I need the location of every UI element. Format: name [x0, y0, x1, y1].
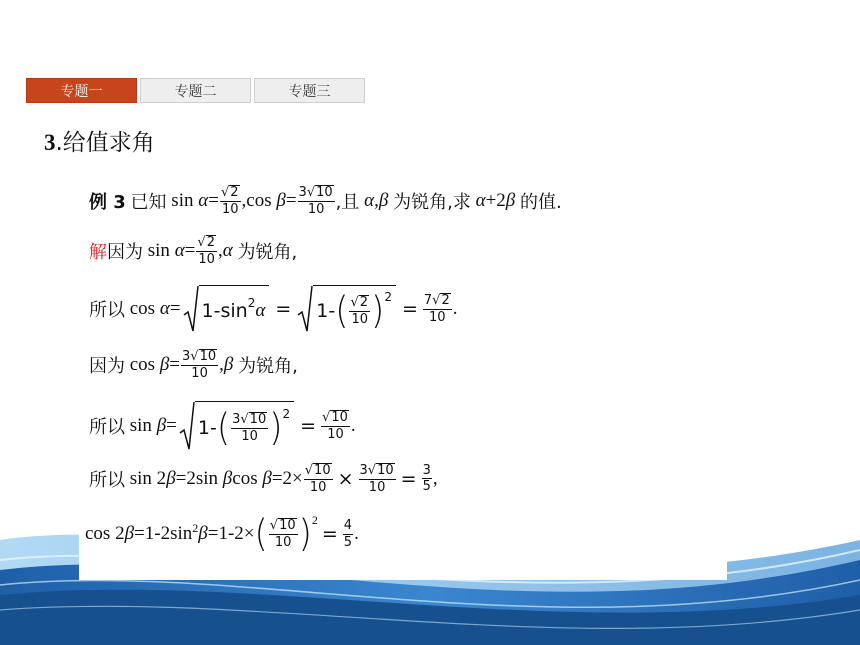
acute-text: 为锐角,求: [393, 191, 471, 213]
tab-topic-3[interactable]: 专题三: [254, 78, 365, 103]
topic-tabs: [26, 78, 365, 103]
example-panel: [79, 177, 727, 580]
solution-line-2: 所以 cos α = 1-sin 2 α = 1- ( √ 2 10 ) 2 = 7√ 2 10 .: [89, 285, 457, 333]
section-title-text: .给值求角: [55, 130, 155, 156]
is-acute-text: 为锐角,: [237, 241, 298, 263]
section-title: [44, 124, 155, 157]
solution-line-4: 所以 sin β = 1- ( 3√ 10 10 ) 2 = √ 10 10 .: [89, 401, 356, 451]
solution-line-1: 解 因为 sin α = √ 2 10 , α 为锐角,: [89, 235, 298, 267]
so-text-2: 所以: [89, 417, 125, 438]
solution-line-6: cos 2 β =1-2sin 2 β =1-2× ( √ 10 10 ) 2 = $\frac{4}{5}$ .: [85, 512, 359, 556]
solution-line-5: 所以 sin 2 β =2sin β cos β =2× √ 10 10 × 3√ 10 10 = $\frac{3}{5}$ ,: [89, 462, 438, 495]
value-text: 的值.: [520, 191, 562, 213]
solution-label: 解: [89, 241, 107, 263]
is-acute-text-2: 为锐角,: [238, 355, 298, 377]
tab-topic-2[interactable]: 专题二: [140, 78, 251, 103]
example-statement: 例 3 已知 sin α = √ 2 10 ,cos β = 3√ 10 10 ,且 α , β 为锐角,求 α +2 β 的值.: [89, 185, 562, 217]
and-text: ,且: [335, 191, 360, 213]
so-text: 所以: [89, 300, 125, 321]
section-number: 3: [44, 130, 56, 155]
solution-line-3: 因为 cos β = 3√ 10 10 , β 为锐角,: [89, 349, 298, 381]
known-text: 已知: [130, 191, 167, 213]
example-label: 例 3: [89, 191, 126, 213]
because-text-2: 因为: [89, 355, 125, 377]
so-text-3: 所以: [89, 469, 125, 491]
tab-topic-1[interactable]: 专题一: [26, 78, 137, 103]
because-text: 因为: [107, 241, 143, 263]
